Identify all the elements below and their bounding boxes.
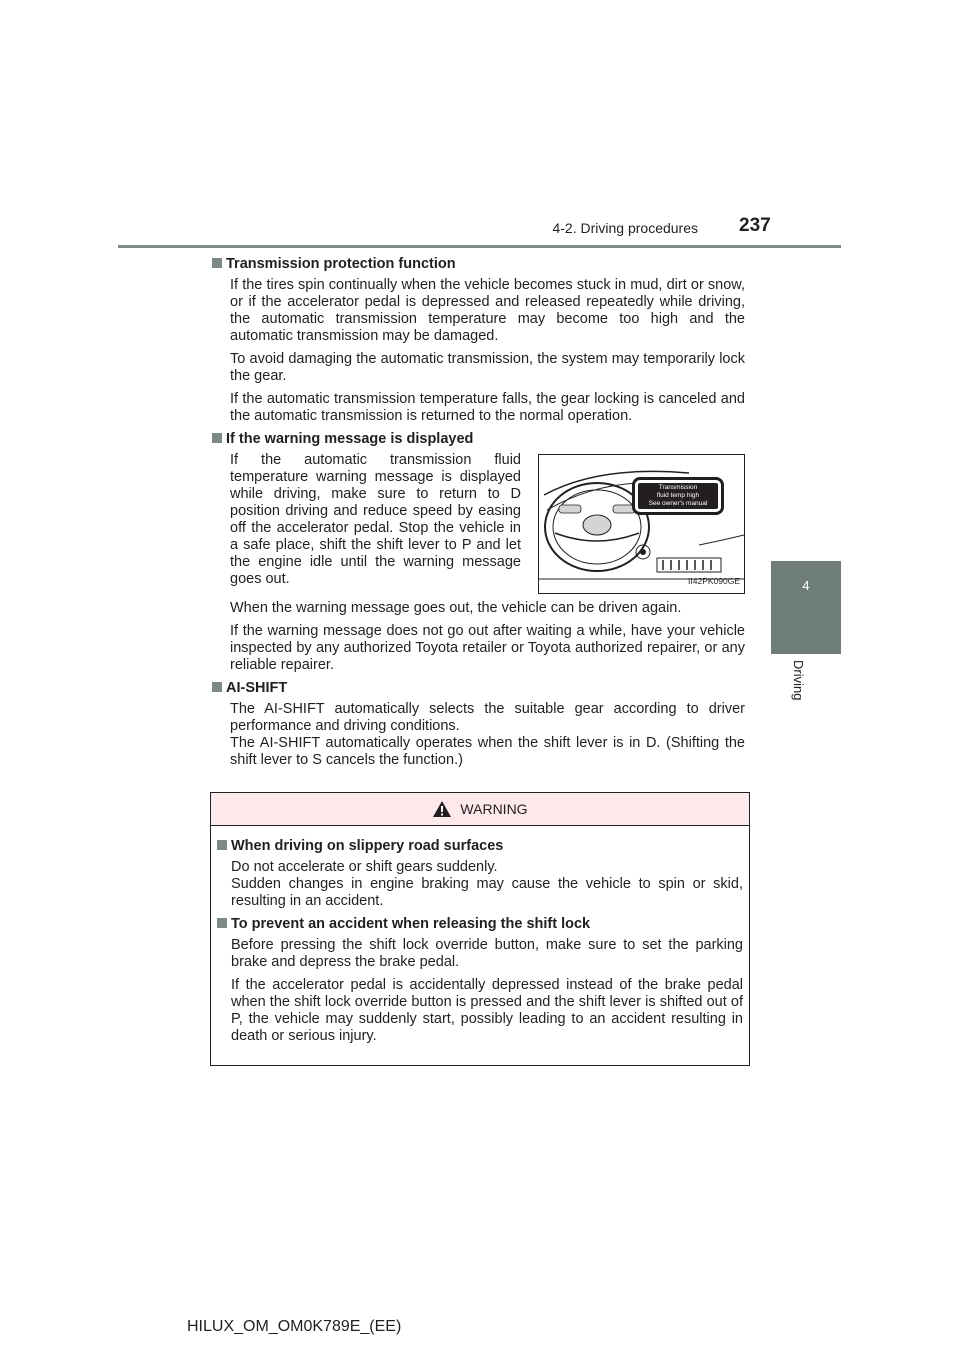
warning-item-heading: To prevent an accident when releasing the shift lock — [217, 916, 743, 933]
section-warning-message — [212, 431, 745, 674]
bullet-square-icon — [212, 433, 222, 443]
paragraph: If the accelerator pedal is accidentally depressed instead of the brake pedal when the shift lock override button is pressed and the shift lever is shifted out of P, the vehicle may suddenly start, possibly leading to an accident resulting in death or serious injury. — [231, 977, 743, 1044]
chapter-tab — [771, 561, 841, 654]
figure-code: II42PK090GE — [688, 576, 740, 586]
paragraph: Do not accelerate or shift gears suddenly. Sudden changes in engine braking may cause the vehicle to spin or skid, resulting in an accident. — [231, 859, 743, 909]
bullet-square-icon — [212, 682, 222, 692]
header-section-title: 4-2. Driving procedures — [552, 220, 698, 236]
warning-title: WARNING — [460, 801, 528, 817]
paragraph: When the warning message goes out, the vehicle can be driven again. — [230, 600, 682, 616]
section-heading: Transmission protection function — [212, 256, 745, 273]
section-transmission-protection — [212, 256, 745, 425]
paragraph: The AI-SHIFT automatically selects the suitable gear according to driver performance and driving conditions. The AI-SHIFT automatically operates when the shift lever is in D. (Shifting the shift lever to S cancels the function.) — [230, 701, 745, 768]
paragraph: If the automatic transmission fluid temperature warning message is displayed while driving, make sure to return to D position driving and reduce speed by easing off the accelerator pedal. Stop the vehicle in a safe place, shift the shift lever to P and let the engine idle until the warning message goes out. — [230, 452, 521, 587]
warning-body — [211, 826, 749, 1045]
section-heading: AI-SHIFT — [212, 680, 745, 697]
warning-triangle-icon — [432, 800, 452, 818]
warning-box — [210, 792, 750, 1066]
paragraph: If the automatic transmission temperature falls, the gear locking is canceled and the automatic transmission is returned to the normal operation. — [230, 391, 745, 424]
footer-document-code: HILUX_OM_OM0K789E_(EE) — [187, 1318, 402, 1335]
warning-item-heading: When driving on slippery road surfaces — [217, 838, 743, 855]
chapter-tab-number: 4 — [802, 578, 810, 593]
paragraph: If the warning message does not go out after waiting a while, have your vehicle inspected by any authorized Toyota retailer or Toyota authorized repairer, or any reliable repairer. — [230, 623, 745, 673]
section-heading: If the warning message is displayed — [212, 431, 745, 448]
page-number: 237 — [739, 215, 771, 236]
bullet-square-icon — [212, 258, 222, 268]
warning-message-display: Transmission fluid temp high See owner's manual — [632, 477, 724, 515]
warning-header — [211, 793, 749, 826]
chapter-tab-label: Driving — [791, 660, 806, 701]
paragraph: Before pressing the shift lock override button, make sure to set the parking brake and depress the brake pedal. — [231, 937, 743, 970]
text-with-figure — [230, 452, 745, 594]
bullet-square-icon — [217, 840, 227, 850]
main-content — [212, 256, 745, 775]
paragraph: To avoid damaging the automatic transmission, the system may temporarily lock the gear. — [230, 351, 745, 384]
paragraph: If the tires spin continually when the vehicle becomes stuck in mud, dirt or snow, or if the accelerator pedal is depressed and released repeatedly while driving, the automatic transmission temperature may become too high and the automatic transmission may be damaged. — [230, 277, 745, 344]
section-ai-shift — [212, 680, 745, 769]
dashboard-illustration — [538, 454, 745, 594]
header-rule — [118, 245, 841, 248]
bullet-square-icon — [217, 918, 227, 928]
